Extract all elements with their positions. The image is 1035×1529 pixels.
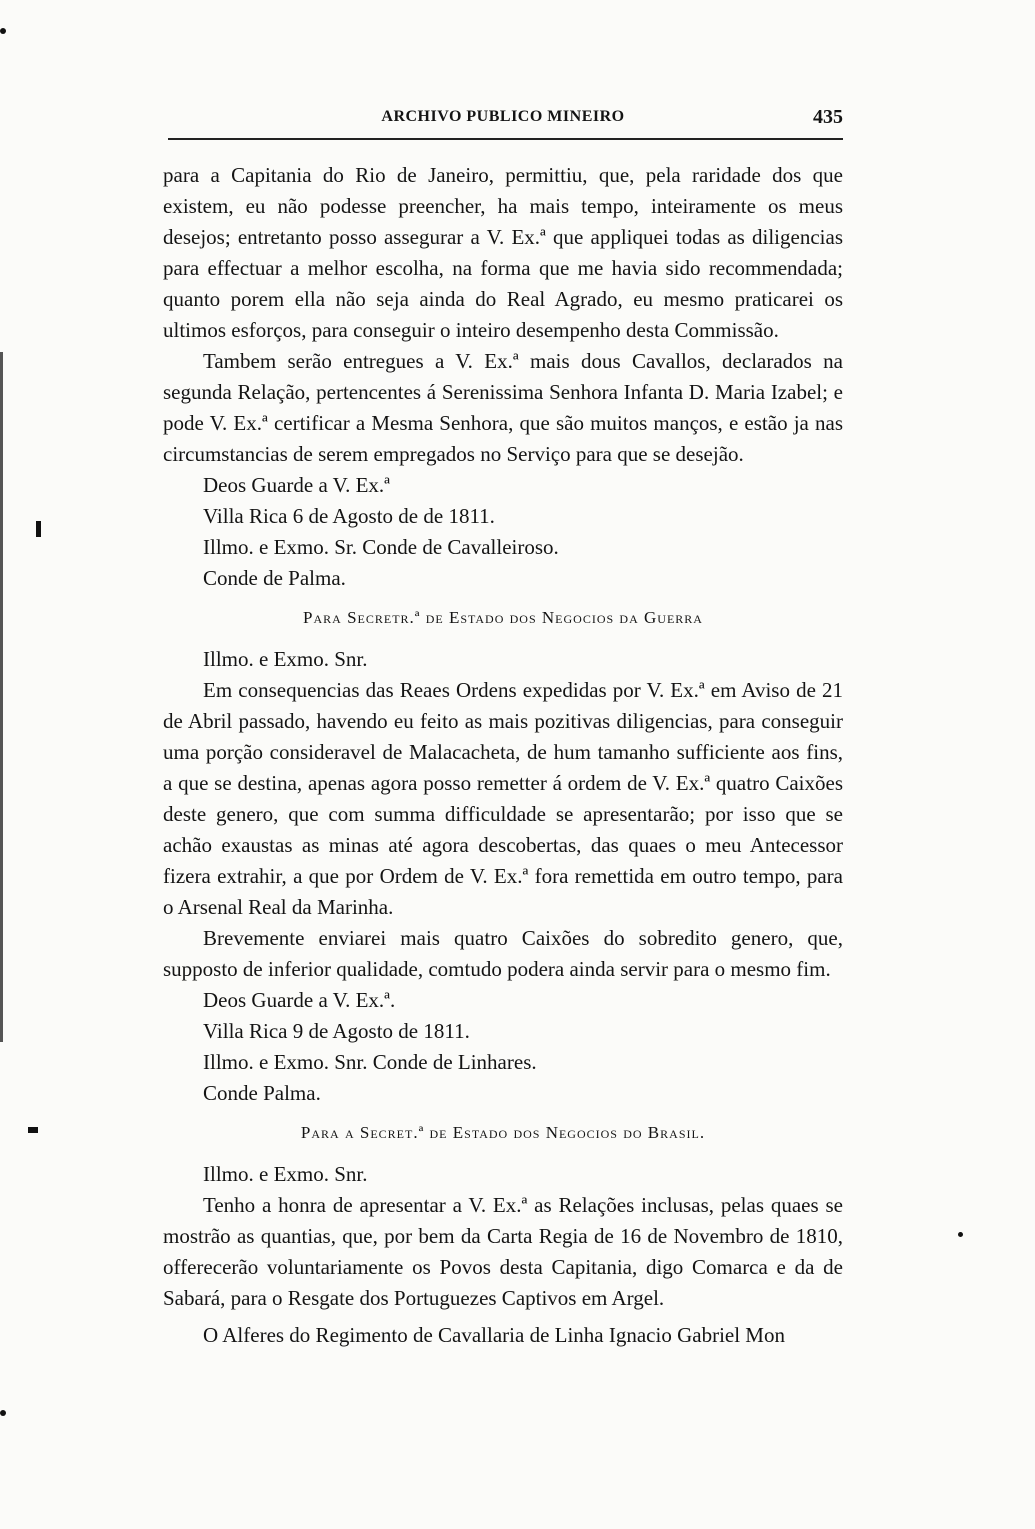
closing-signature: Conde de Palma. — [203, 566, 346, 590]
running-title: ARCHIVO PUBLICO MINEIRO — [381, 108, 625, 125]
salutation: Illmo. e Exmo. Snr. — [203, 1162, 368, 1186]
closing-greeting: Deos Guarde a V. Ex.ª — [203, 473, 390, 497]
cutoff-line: O Alferes do Regimento de Cavallaria de Linha Ignacio Gabriel Mon — [203, 1323, 785, 1347]
paragraph: para a Capitania do Rio de Janeiro, permittiu, que, pela raridade dos que existem, eu não podesse preencher, ha mais tempo, inteiramente os meus desejos; entretanto posso assegurar a V. Ex.ª que appliquei todas as diligencias para effectuar a melhor escolha, na forma que me havia sido recommendada; quanto porem ella não seja ainda do Real Agrado, eu mesmo praticarei os ultimos esforços, para conseguir o inteiro desempenho desta Commissão. — [163, 163, 843, 342]
closing-signature: Conde Palma. — [203, 1081, 321, 1105]
closing-place-date: Villa Rica 9 de Agosto de 1811. — [203, 1019, 470, 1043]
header-rule — [168, 138, 843, 140]
scan-mark — [36, 521, 41, 537]
paragraph: Tambem serão entregues a V. Ex.ª mais dous Cavallos, declarados na segunda Relação, pertencentes á Serenissima Senhora Infanta D. Maria Izabel; e pode V. Ex.ª certificar a Mesma Senhora, que são muitos manços, e estão ja nas circumstancias de serem empregados no Serviço para que se desejão. — [163, 349, 843, 466]
salutation: Illmo. e Exmo. Snr. — [203, 647, 368, 671]
scan-mark — [0, 352, 3, 1042]
section-heading: Para Secretr.ª de Estado dos Negocios da Guerra — [303, 608, 703, 627]
section-heading: Para a Secret.ª de Estado dos Negocios do Brasil. — [300, 1123, 706, 1142]
scan-mark — [28, 1127, 38, 1133]
page-body — [163, 160, 843, 1351]
paragraph: Tenho a honra de apresentar a V. Ex.ª as Relações inclusas, pelas quaes se mostrão as quantias, que, por bem da Carta Regia de 16 de Novembro de 1810, offerecerão voluntariamente os Povos desta Capitania, digo Comarca e da de Sabará, para o Resgate dos Portuguezes Captivos em Argel. — [163, 1193, 843, 1310]
scan-mark — [0, 1410, 6, 1416]
paragraph: Brevemente enviarei mais quatro Caixões do sobredito genero, que, supposto de inferior qualidade, comtudo podera ainda servir para o mesmo fim. — [163, 926, 843, 981]
page-header — [163, 108, 843, 138]
page-number: 435 — [813, 106, 843, 128]
scan-mark — [0, 28, 6, 34]
closing-addressee: Illmo. e Exmo. Sr. Conde de Cavalleiroso. — [203, 535, 559, 559]
paragraph: Em consequencias das Reaes Ordens expedidas por V. Ex.ª em Aviso de 21 de Abril passado, havendo eu feito as mais pozitivas diligencias, para conseguir uma porção consideravel de Malacacheta, de hum tamanho sufficiente aos fins, a que se destina, apenas agora posso remetter á ordem de V. Ex.ª quatro Caixões deste genero, que com summa difficuldade se apresentarão; por isso que se achão exaustas as minas até agora descobertas, das quaes o meu Antecessor fizera extrahir, a que por Ordem de V. Ex.ª fora remettida em outro tempo, para o Arsenal Real da Marinha. — [163, 678, 843, 919]
scan-mark — [958, 1232, 963, 1237]
closing-addressee: Illmo. e Exmo. Snr. Conde de Linhares. — [203, 1050, 537, 1074]
closing-place-date: Villa Rica 6 de Agosto de de 1811. — [203, 504, 495, 528]
closing-greeting: Deos Guarde a V. Ex.ª. — [203, 988, 396, 1012]
